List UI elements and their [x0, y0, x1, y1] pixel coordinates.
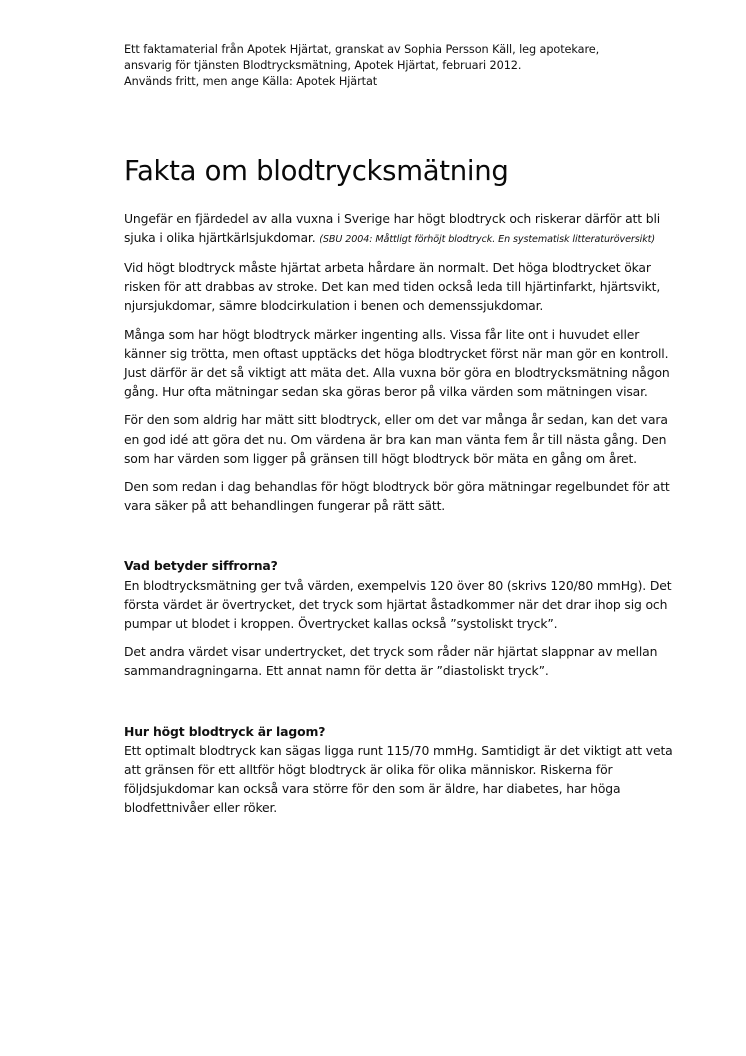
body-paragraph: För den som aldrig har mätt sitt blodtryck, eller om det var många år sedan, kan det vara en god idé att göra det nu. Om värdena är bra kan man vänta fem år till nästa gång. Den som har värden som ligger på gränsen till högt blodtryck bör mäta en gång om året. — [124, 412, 668, 466]
body-paragraph: Vid högt blodtryck måste hjärtat arbeta hårdare än normalt. Det höga blodtrycket ökar risken för att drabbas av stroke. Det kan med tiden också leda till hjärtinfarkt, hjärtsvikt, njursjukdomar, sämre blodcirkulation i benen och demenssjukdomar. — [124, 260, 661, 314]
intro-paragraph — [124, 209, 684, 249]
section-paragraph: Ett optimalt blodtryck kan sägas ligga runt 115/70 mmHg. Samtidigt är det viktigt att veta att gränsen för ett alltför högt blodtryck är olika för olika människor. Riskerna för följdsjukdomar kan också vara större för den som är äldre, har diabetes, har höga blodfettnivåer eller röker. — [124, 742, 673, 816]
section-paragraph: Det andra värdet visar undertrycket, det tryck som råder när hjärtat slappnar av mellan sammandragningarna. Ett annat namn för detta är ”diastoliskt tryck”. — [124, 644, 658, 679]
source-note-line: Används fritt, men ange Källa: Apotek Hjärtat — [124, 75, 378, 89]
source-note-line: Ett faktamaterial från Apotek Hjärtat, granskat av Sophia Persson Käll, leg apotekare, — [124, 43, 600, 56]
section-paragraph: En blodtrycksmätning ger två värden, exempelvis 120 över 80 (skrivs 120/80 mmHg). Det första värdet är övertrycket, det tryck som hjärtat åstadkommer när det drar ihop sig och pumpar ut blodet i kroppen. Övertrycket kallas också ”systoliskt tryck”. — [124, 577, 672, 632]
section-heading-numbers: Vad betyder siffrorna? — [124, 558, 278, 574]
source-note-line: ansvarig för tjänsten Blodtrycksmätning, Apotek Hjärtat, februari 2012. — [124, 59, 522, 73]
intro-citation: (SBU 2004: Måttligt förhöjt blodtryck. En systematisk litteraturöversikt) — [319, 233, 655, 245]
document-page — [124, 42, 684, 818]
page-title: Fakta om blodtrycksmätning — [124, 154, 509, 187]
body-paragraph: Den som redan i dag behandlas för högt blodtryck bör göra mätningar regelbundet för att vara säker på att behandlingen fungerar på rätt sätt. — [124, 479, 670, 514]
section-heading-level: Hur högt blodtryck är lagom? — [124, 723, 326, 739]
intro-text: Ungefär en fjärdedel av alla vuxna i Sverige har högt blodtryck och riskerar därför att bli sjuka i olika hjärtkärlsjukdomar. — [124, 210, 661, 245]
source-note — [124, 42, 684, 91]
body-paragraph: Många som har högt blodtryck märker ingenting alls. Vissa får lite ont i huvudet eller känner sig trötta, men oftast upptäcks det höga blodtrycket först när man gör en kontroll. Just därför är det så viktigt att mäta det. Alla vuxna bör göra en blodtrycksmätning någon gång. Hur ofta mätningar sedan ska göras beror på vilka värden som mätningen visar. — [124, 326, 670, 400]
